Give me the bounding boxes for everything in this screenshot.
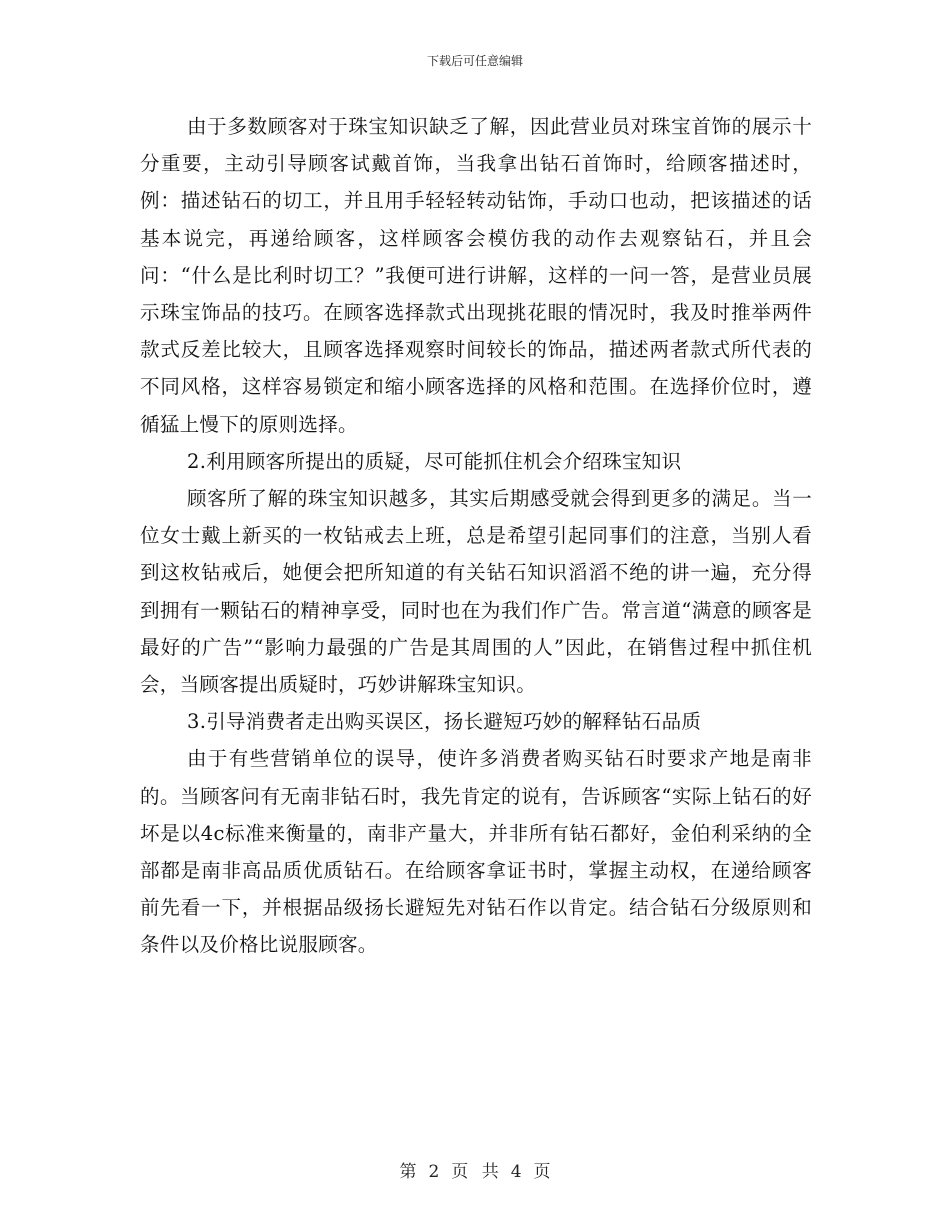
- section-heading-2: 2.利用顾客所提出的质疑，尽可能抓住机会介绍珠宝知识: [187, 449, 682, 473]
- page-header-note: 下载后可任意编辑: [426, 54, 523, 68]
- section-heading-3: 3.引导消费者走出购买误区，扬长避短巧妙的解释钻石品质: [187, 710, 702, 734]
- footer-suffix: 页: [533, 1162, 551, 1182]
- paragraph-display-techniques: 由于多数顾客对于珠宝知识缺乏了解，因此营业员对珠宝首饰的展示十分重要，主动引导顾客试戴首饰，当我拿出钻石首饰时，给顾客描述时，例：描述钻石的切工，并且用手轻轻转动钻饰，手动口也动，把该描述的话基本说完，再递给顾客，这样顾客会模仿我的动作去观察钻石，并且会问：“什么是比利时切工？”我便可进行讲解，这样的一问一答，是营业员展示珠宝饰品的技巧。在顾客选择款式出现挑花眼的情况时，我及时推举两件款式反差比较大，且顾客选择观察时间较长的饰品，描述两者款式所代表的不同风格，这样容易锁定和缩小顾客选择的风格和范围。在选择价位时，遵循猛上慢下的原则选择。: [140, 115, 812, 436]
- document-body: [140, 108, 812, 964]
- footer-total-pages: 4: [510, 1162, 522, 1182]
- footer-prefix: 第: [399, 1162, 417, 1182]
- footer-middle: 页 共: [451, 1162, 499, 1182]
- paragraph-customer-knowledge: 顾客所了解的珠宝知识越多，其实后期感受就会得到更多的满足。当一位女士戴上新买的一枚钻戒去上班，总是希望引起同事们的注意，当别人看到这枚钻戒后，她便会把所知道的有关钻石知识滔滔不绝的讲一遍，充分得到拥有一颗钻石的精神享受，同时也在为我们作广告。常言道“满意的顾客是最好的广告”“影响力最强的广告是其周围的人”因此，在销售过程中抓住机会，当顾客提出质疑时，巧妙讲解珠宝知识。: [140, 487, 812, 697]
- footer-page-number: 2: [428, 1162, 440, 1182]
- paragraph-diamond-quality: 由于有些营销单位的误导，使许多消费者购买钻石时要求产地是南非的。当顾客问有无南非钻石时，我先肯定的说有，告诉顾客“实际上钻石的好坏是以4c标准来衡量的，南非产量大，并非所有钻石都好，金伯利采纳的全部都是南非高品质优质钻石。在给顾客拿证书时，掌握主动权，在递给顾客前先看一下，并根据品级扬长避短先对钻石作以肯定。结合钻石分级原则和条件以及价格比说服顾客。: [140, 747, 812, 957]
- page-footer: [0, 1157, 950, 1182]
